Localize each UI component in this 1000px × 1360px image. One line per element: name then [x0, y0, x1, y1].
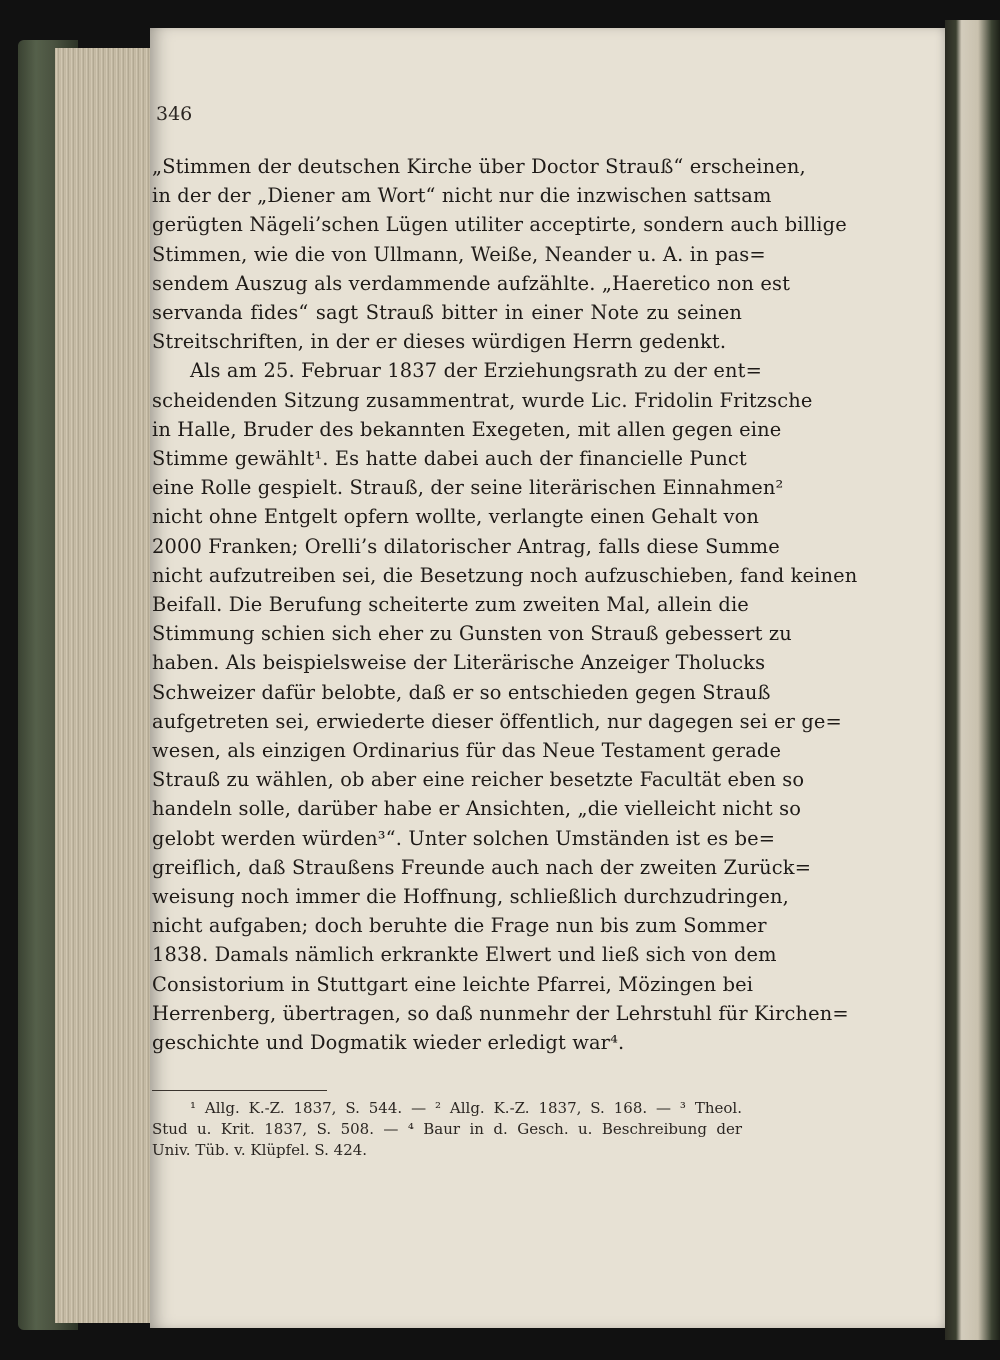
- text-line: gelobt werden würden³“. Unter solchen Umständen ist es be=: [152, 826, 776, 850]
- body-text: [152, 152, 858, 1057]
- text-line: in der der „Diener am Wort“ nicht nur die inzwischen sattsam: [152, 184, 772, 208]
- text-line: geschichte und Dogmatik wieder erledigt war⁴.: [152, 1031, 625, 1055]
- text-line: nicht ohne Entgelt opfern wollte, verlangte einen Gehalt von: [152, 505, 760, 529]
- text-line: eine Rolle gespielt. Strauß, der seine literärischen Einnahmen²: [152, 476, 784, 500]
- text-line: Stimmung schien sich eher zu Gunsten von Strauß gebessert zu: [152, 622, 792, 646]
- text-line: 2000 Franken; Orelli’s dilatorischer Antrag, falls diese Summe: [152, 534, 780, 558]
- text-line: Beifall. Die Berufung scheiterte zum zweiten Mal, allein die: [152, 593, 749, 617]
- text-line: sendem Auszug als verdammende aufzählte. „Haeretico non est: [152, 271, 791, 295]
- text-line: Herrenberg, übertragen, so daß nunmehr der Lehrstuhl für Kirchen=: [152, 1001, 849, 1025]
- page-number: 346: [156, 103, 193, 125]
- footnote-line: Univ. Tüb. v. Klüpfel. S. 424.: [152, 1141, 368, 1159]
- text-line: nicht aufgaben; doch beruhte die Frage nun bis zum Sommer: [152, 914, 767, 938]
- text-line: aufgetreten sei, erwiederte dieser öffentlich, nur dagegen sei er ge=: [152, 709, 842, 733]
- text-line: scheidenden Sitzung zusammentrat, wurde Lic. Fridolin Fritzsche: [152, 388, 813, 412]
- text-line: „Stimmen der deutschen Kirche über Doctor Strauß“ erscheinen,: [152, 155, 806, 178]
- footnote-line: ¹ Allg. K.-Z. 1837, S. 544. — ² Allg. K.-Z. 1837, S. 168. — ³ Theol.: [190, 1099, 742, 1117]
- text-line: haben. Als beispielsweise der Literärische Anzeiger Tholucks: [152, 651, 766, 675]
- text-line: servanda fides“ sagt Strauß bitter in einer Note zu seinen: [152, 301, 742, 325]
- text-line: in Halle, Bruder des bekannten Exegeten, mit allen gegen eine: [152, 417, 782, 441]
- paragraph-1: [152, 152, 847, 356]
- paragraph-2: [152, 356, 858, 1057]
- footnote-rule: [152, 1090, 327, 1091]
- facing-page-edge: [945, 20, 1000, 1340]
- text-line: weisung noch immer die Hoffnung, schließlich durchzudringen,: [152, 885, 789, 909]
- text-line: gerügten Nägeli’schen Lügen utiliter acceptirte, sondern auch billige: [152, 213, 847, 237]
- text-line: Stimme gewählt¹. Es hatte dabei auch der financielle Punct: [152, 447, 747, 471]
- text-line: Consistorium in Stuttgart eine leichte Pfarrei, Mözingen bei: [152, 972, 754, 996]
- text-line: 1838. Damals nämlich erkrankte Elwert und ließ sich von dem: [152, 943, 777, 967]
- text-line: Als am 25. Februar 1837 der Erziehungsrath zu der ent=: [190, 359, 763, 383]
- text-line: wesen, als einzigen Ordinarius für das Neue Testament gerade: [152, 739, 782, 763]
- text-line: greiflich, daß Straußens Freunde auch nach der zweiten Zurück=: [152, 855, 812, 879]
- text-line: Strauß zu wählen, ob aber eine reicher besetzte Facultät eben so: [152, 768, 805, 792]
- text-line: Schweizer dafür belobte, daß er so entschieden gegen Strauß: [152, 680, 771, 704]
- text-line: Streitschriften, in der er dieses würdigen Herrn gedenkt.: [152, 330, 727, 354]
- page-edges: [55, 48, 150, 1323]
- footnotes: [152, 1098, 742, 1161]
- text-line: handeln solle, darüber habe er Ansichten, „die vielleicht nicht so: [152, 797, 802, 821]
- text-line: nicht aufzutreiben sei, die Besetzung noch aufzuschieben, fand keinen: [152, 563, 858, 587]
- footnote-line: Stud u. Krit. 1837, S. 508. — ⁴ Baur in d. Gesch. u. Beschreibung der: [152, 1120, 742, 1138]
- text-line: Stimmen, wie die von Ullmann, Weiße, Neander u. A. in pas=: [152, 242, 766, 266]
